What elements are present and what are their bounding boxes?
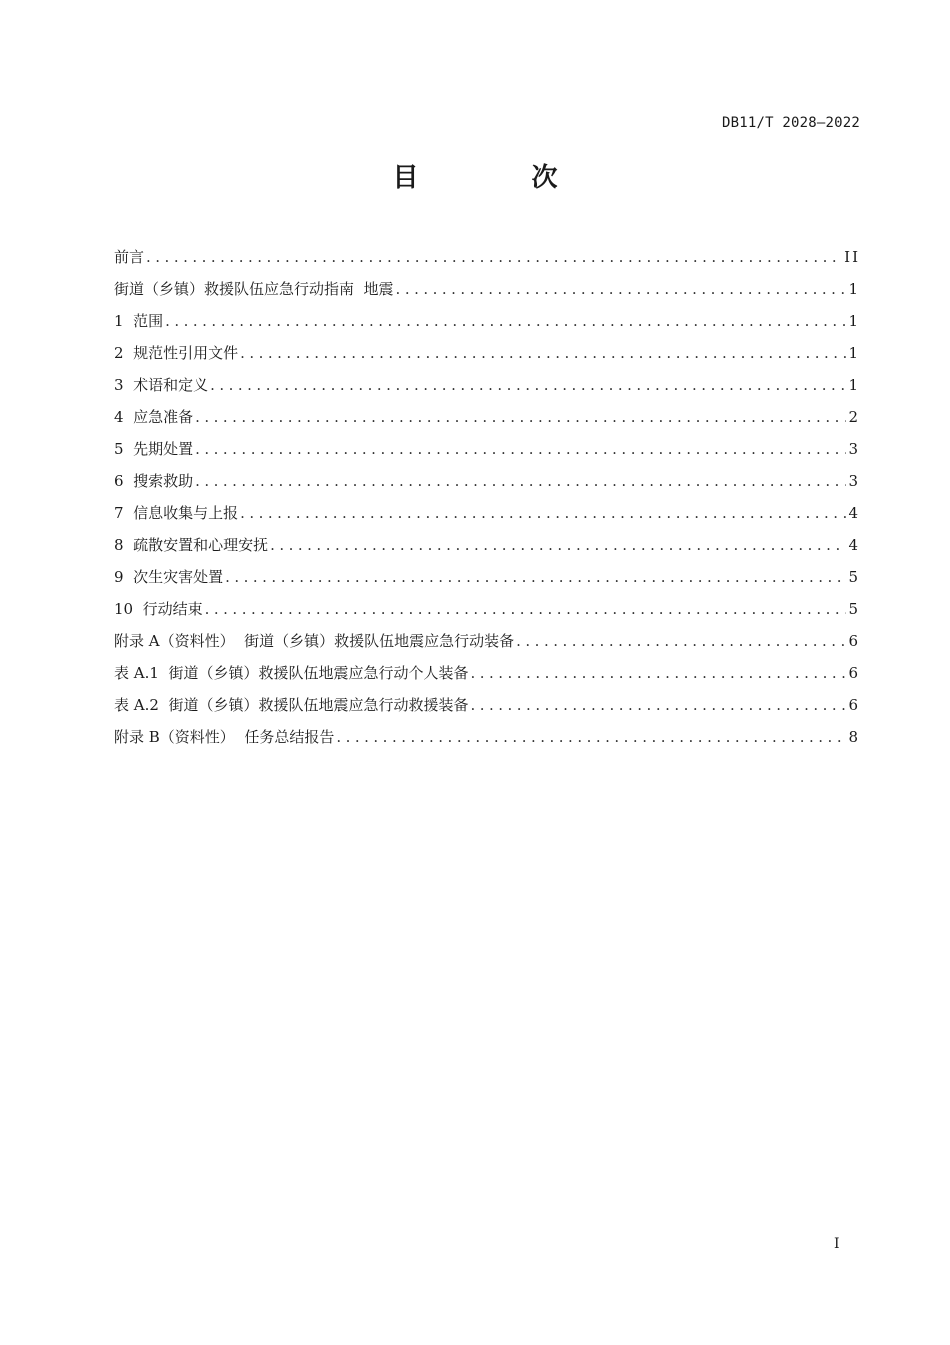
toc-dot-leader (205, 597, 847, 621)
toc-entry-page: 1 (848, 376, 860, 394)
toc-dot-leader (270, 533, 846, 557)
toc-entry-label: 附录 B（资料性） 任务总结报告 (114, 728, 335, 746)
toc-entry-page: 3 (848, 472, 860, 490)
toc-entry-emergency-preparation[interactable] (114, 405, 860, 437)
toc-entry-page: 5 (848, 568, 860, 586)
toc-entry-page: 6 (848, 696, 860, 714)
toc-entry-scope[interactable] (114, 309, 860, 341)
toc-entry-page: 4 (848, 504, 860, 522)
toc-entry-table-a1[interactable] (114, 661, 860, 693)
toc-entry-label: 街道（乡镇）救援队伍应急行动指南 地震 (114, 280, 394, 298)
toc-entry-page: 2 (848, 408, 860, 426)
toc-dot-leader (396, 277, 847, 301)
toc-dot-leader (195, 405, 846, 429)
toc-entry-label: 8 疏散安置和心理安抚 (114, 536, 269, 554)
toc-entry-normative-references[interactable] (114, 341, 860, 373)
toc-dot-leader (240, 341, 846, 365)
toc-entry-label: 表 A.1 街道（乡镇）救援队伍地震应急行动个人装备 (114, 664, 469, 682)
toc-entry-page: 6 (848, 664, 860, 682)
toc-title (0, 157, 950, 194)
page-number: I (834, 1236, 840, 1252)
toc-dot-leader (195, 437, 846, 461)
toc-entry-foreword[interactable] (114, 245, 860, 277)
toc-dot-leader (225, 565, 846, 589)
toc-entry-page: 1 (848, 280, 860, 298)
toc-dot-leader (470, 661, 846, 685)
toc-entry-label: 4 应急准备 (114, 408, 194, 426)
toc-entry-label: 7 信息收集与上报 (114, 504, 239, 522)
toc-entry-page: 6 (848, 632, 860, 650)
toc-entry-initial-response[interactable] (114, 437, 860, 469)
toc-entry-evacuation-comfort[interactable] (114, 533, 860, 565)
toc-dot-leader (470, 693, 846, 717)
document-code: DB11/T 2028—2022 (721, 115, 860, 131)
toc-entry-label: 1 范围 (114, 312, 164, 330)
toc-entry-label: 表 A.2 街道（乡镇）救援队伍地震应急行动救援装备 (114, 696, 469, 714)
toc-dot-leader (336, 725, 846, 749)
toc-entry-secondary-disaster[interactable] (114, 565, 860, 597)
toc-entry-appendix-b[interactable] (114, 725, 860, 757)
toc-entry-label: 前言 (114, 248, 145, 266)
toc-title-text: 目 次 (392, 163, 610, 193)
toc-entry-label: 6 搜索救助 (114, 472, 194, 490)
toc-entry-page: 4 (848, 536, 860, 554)
toc-entry-page: II (844, 248, 860, 266)
toc-entry-label: 10 行动结束 (114, 600, 203, 618)
toc-entry-label: 2 规范性引用文件 (114, 344, 239, 362)
toc-entry-page: 1 (848, 312, 860, 330)
toc-entry-label: 附录 A（资料性） 街道（乡镇）救援队伍地震应急行动装备 (114, 632, 515, 650)
toc-dot-leader (516, 629, 846, 653)
toc-entry-table-a2[interactable] (114, 693, 860, 725)
toc-entry-guide-title[interactable] (114, 277, 860, 309)
toc-entry-page: 8 (848, 728, 860, 746)
toc-entry-action-end[interactable] (114, 597, 860, 629)
toc-entry-terms-definitions[interactable] (114, 373, 860, 405)
toc-entry-label: 9 次生灾害处置 (114, 568, 224, 586)
toc-entry-label: 5 先期处置 (114, 440, 194, 458)
toc-dot-leader (146, 245, 842, 269)
table-of-contents (114, 245, 860, 757)
toc-dot-leader (240, 501, 846, 525)
toc-entry-label: 3 术语和定义 (114, 376, 209, 394)
toc-entry-search-rescue[interactable] (114, 469, 860, 501)
toc-entry-information-reporting[interactable] (114, 501, 860, 533)
toc-entry-page: 3 (848, 440, 860, 458)
toc-dot-leader (165, 309, 846, 333)
toc-entry-appendix-a[interactable] (114, 629, 860, 661)
toc-entry-page: 1 (848, 344, 860, 362)
toc-dot-leader (195, 469, 846, 493)
toc-entry-page: 5 (848, 600, 860, 618)
toc-dot-leader (210, 373, 846, 397)
